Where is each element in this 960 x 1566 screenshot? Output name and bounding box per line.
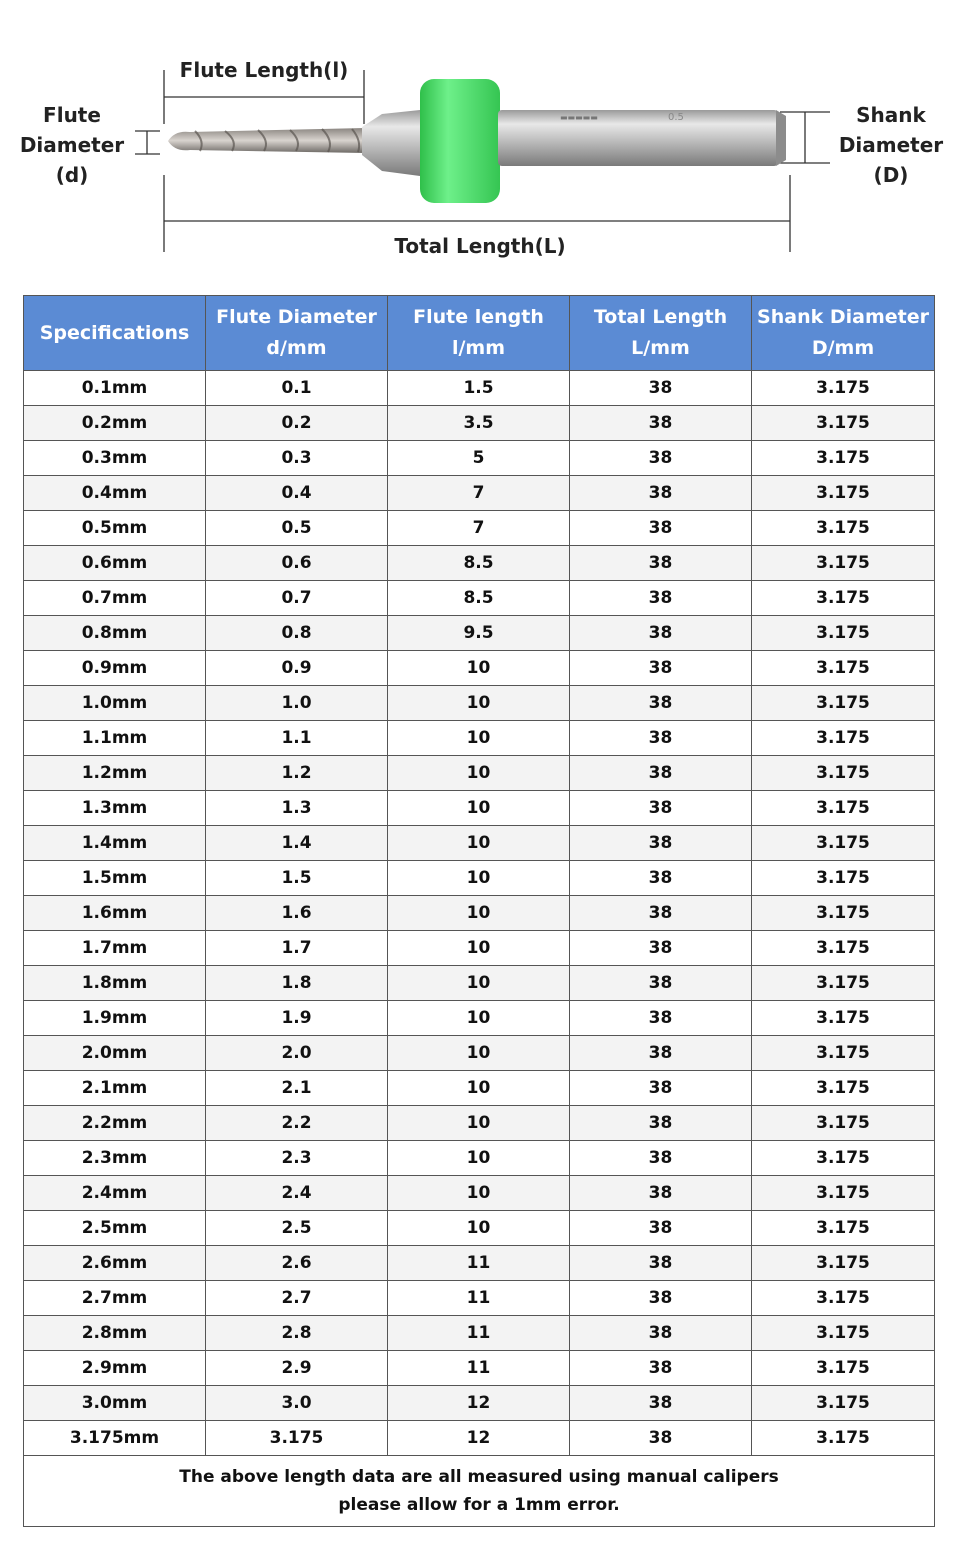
spec-cell: 0.9mm <box>24 651 206 686</box>
spec-cell: 2.5mm <box>24 1211 206 1246</box>
total-length-cell: 38 <box>570 511 752 546</box>
flute-length-cell: 10 <box>388 1036 570 1071</box>
flute-diameter-cell: 2.1 <box>206 1071 388 1106</box>
table-row <box>24 966 935 1001</box>
spec-cell: 2.7mm <box>24 1281 206 1316</box>
shank-diameter-cell: 3.175 <box>752 756 935 791</box>
shank-diameter-cell: 3.175 <box>752 651 935 686</box>
svg-text:0.5: 0.5 <box>668 112 684 123</box>
table-row <box>24 1281 935 1316</box>
total-length-cell: 38 <box>570 861 752 896</box>
flute-length-cell: 11 <box>388 1281 570 1316</box>
table-row <box>24 931 935 966</box>
table-header-row <box>24 296 935 371</box>
flute-diameter-cell: 1.6 <box>206 896 388 931</box>
shank-diameter-cell: 3.175 <box>752 371 935 406</box>
total-length-cell: 38 <box>570 1386 752 1421</box>
green-collar <box>420 79 500 203</box>
spec-cell: 1.0mm <box>24 686 206 721</box>
flute-length-cell: 8.5 <box>388 546 570 581</box>
total-length-cell: 38 <box>570 931 752 966</box>
table-row <box>24 406 935 441</box>
flute-length-cell: 10 <box>388 1071 570 1106</box>
total-length-cell: 38 <box>570 1176 752 1211</box>
flute-diameter-cell: 1.1 <box>206 721 388 756</box>
flute-length-cell: 10 <box>388 1176 570 1211</box>
spec-cell: 1.3mm <box>24 791 206 826</box>
total-length-cell: 38 <box>570 1106 752 1141</box>
measurement-note: The above length data are all measured using manual calipers please allow for a 1mm error. <box>24 1456 935 1527</box>
flute-length-cell: 7 <box>388 511 570 546</box>
flute-diameter-cell: 1.0 <box>206 686 388 721</box>
table-row <box>24 1176 935 1211</box>
flute-diameter-cell: 3.175 <box>206 1421 388 1456</box>
spec-cell: 2.2mm <box>24 1106 206 1141</box>
flute-diameter-cell: 0.6 <box>206 546 388 581</box>
flute-diameter-cell: 1.5 <box>206 861 388 896</box>
total-length-cell: 38 <box>570 1316 752 1351</box>
total-length-cell: 38 <box>570 476 752 511</box>
spec-cell: 2.4mm <box>24 1176 206 1211</box>
spec-cell: 1.9mm <box>24 1001 206 1036</box>
shank-diameter-cell: 3.175 <box>752 476 935 511</box>
flute-length-cell: 8.5 <box>388 581 570 616</box>
total-length-cell: 38 <box>570 721 752 756</box>
table-row <box>24 861 935 896</box>
spec-cell: 2.8mm <box>24 1316 206 1351</box>
shank-diameter-cell: 3.175 <box>752 1421 935 1456</box>
total-length-label: Total Length(L) <box>394 234 566 258</box>
table-row <box>24 756 935 791</box>
flute-length-cell: 1.5 <box>388 371 570 406</box>
flute-length-cell: 10 <box>388 1001 570 1036</box>
flute-diameter-cell: 0.3 <box>206 441 388 476</box>
spec-cell: 2.6mm <box>24 1246 206 1281</box>
shank-diameter-cell: 3.175 <box>752 581 935 616</box>
spec-cell: 2.1mm <box>24 1071 206 1106</box>
flute-length-cell: 3.5 <box>388 406 570 441</box>
header-flute-length: Flute length l/mm <box>388 296 570 371</box>
spec-cell: 0.7mm <box>24 581 206 616</box>
spec-cell: 3.175mm <box>24 1421 206 1456</box>
flute-diameter-cell: 2.9 <box>206 1351 388 1386</box>
spec-cell: 0.4mm <box>24 476 206 511</box>
total-length-cell: 38 <box>570 1211 752 1246</box>
spec-cell: 1.6mm <box>24 896 206 931</box>
total-length-cell: 38 <box>570 1281 752 1316</box>
shank-diameter-cell: 3.175 <box>752 616 935 651</box>
table-row <box>24 826 935 861</box>
table-body <box>24 371 935 1456</box>
spec-cell: 1.7mm <box>24 931 206 966</box>
flute-diameter-cell: 1.7 <box>206 931 388 966</box>
shank-diameter-cell: 3.175 <box>752 826 935 861</box>
shank-diameter-cell: 3.175 <box>752 511 935 546</box>
total-length-cell: 38 <box>570 406 752 441</box>
total-length-cell: 38 <box>570 686 752 721</box>
flute-length-cell: 12 <box>388 1421 570 1456</box>
flute-length-cell: 11 <box>388 1316 570 1351</box>
shank-diameter-cell: 3.175 <box>752 931 935 966</box>
flute-diameter-cell: 0.1 <box>206 371 388 406</box>
shank-diameter-cell: 3.175 <box>752 546 935 581</box>
flute-diameter-cell: 1.8 <box>206 966 388 1001</box>
flute-length-cell: 10 <box>388 1211 570 1246</box>
table-row <box>24 791 935 826</box>
flute-length-cell: 10 <box>388 791 570 826</box>
total-length-cell: 38 <box>570 546 752 581</box>
spec-cell: 0.3mm <box>24 441 206 476</box>
svg-text:▬▬▬▬▬: ▬▬▬▬▬ <box>560 113 598 122</box>
spec-cell: 0.5mm <box>24 511 206 546</box>
flute-length-cell: 10 <box>388 1141 570 1176</box>
flute-length-cell: 11 <box>388 1246 570 1281</box>
flute-diameter-label: Flute Diameter (d) <box>19 103 125 187</box>
spec-cell: 1.8mm <box>24 966 206 1001</box>
shank-diameter-cell: 3.175 <box>752 1316 935 1351</box>
total-length-cell: 38 <box>570 1351 752 1386</box>
flute-diameter-cell: 0.2 <box>206 406 388 441</box>
table-row <box>24 616 935 651</box>
total-length-cell: 38 <box>570 371 752 406</box>
flute-diameter-cell: 2.7 <box>206 1281 388 1316</box>
total-length-cell: 38 <box>570 791 752 826</box>
total-length-cell: 38 <box>570 966 752 1001</box>
flute-diameter-cell: 0.7 <box>206 581 388 616</box>
table-row <box>24 1351 935 1386</box>
flute-length-cell: 10 <box>388 721 570 756</box>
shank-diameter-cell: 3.175 <box>752 686 935 721</box>
total-length-cell: 38 <box>570 581 752 616</box>
shank-diameter-cell: 3.175 <box>752 1071 935 1106</box>
flute-length-cell: 7 <box>388 476 570 511</box>
flute-diameter-cell: 2.3 <box>206 1141 388 1176</box>
spec-cell: 0.8mm <box>24 616 206 651</box>
flute-length-cell: 10 <box>388 896 570 931</box>
header-flute-diameter: Flute Diameter d/mm <box>206 296 388 371</box>
table-note-row <box>24 1456 935 1527</box>
table-row <box>24 1211 935 1246</box>
header-specifications: Specifications <box>24 296 206 371</box>
total-length-cell: 38 <box>570 896 752 931</box>
shank-diameter-cell: 3.175 <box>752 1246 935 1281</box>
flute-length-cell: 10 <box>388 756 570 791</box>
shank-diameter-cell: 3.175 <box>752 896 935 931</box>
shank-diameter-cell: 3.175 <box>752 1106 935 1141</box>
flute-length-cell: 9.5 <box>388 616 570 651</box>
flute-diameter-cell: 2.5 <box>206 1211 388 1246</box>
table-row <box>24 651 935 686</box>
table-row <box>24 1036 935 1071</box>
flute-diameter-cell: 0.4 <box>206 476 388 511</box>
flute-diameter-cell: 1.2 <box>206 756 388 791</box>
shank-diameter-cell: 3.175 <box>752 1281 935 1316</box>
spec-cell: 1.5mm <box>24 861 206 896</box>
table-row <box>24 546 935 581</box>
spec-cell: 3.0mm <box>24 1386 206 1421</box>
total-length-cell: 38 <box>570 1001 752 1036</box>
flute-diameter-cell: 3.0 <box>206 1386 388 1421</box>
spec-cell: 2.3mm <box>24 1141 206 1176</box>
shank-diameter-cell: 3.175 <box>752 1176 935 1211</box>
drill-bit-diagram <box>0 0 960 290</box>
flute-length-cell: 10 <box>388 686 570 721</box>
spec-cell: 1.4mm <box>24 826 206 861</box>
flute-diameter-cell: 0.9 <box>206 651 388 686</box>
total-length-cell: 38 <box>570 826 752 861</box>
table-row <box>24 1106 935 1141</box>
total-length-cell: 38 <box>570 616 752 651</box>
shank-diameter-cell: 3.175 <box>752 1351 935 1386</box>
shank-diameter-cell: 3.175 <box>752 406 935 441</box>
flute-diameter-cell: 1.9 <box>206 1001 388 1036</box>
flute-length-cell: 10 <box>388 861 570 896</box>
total-length-cell: 38 <box>570 1071 752 1106</box>
flute-length-cell: 10 <box>388 651 570 686</box>
flute-diameter-cell: 1.3 <box>206 791 388 826</box>
shank-diameter-cell: 3.175 <box>752 861 935 896</box>
specifications-table <box>23 295 935 1527</box>
shank-diameter-cell: 3.175 <box>752 1386 935 1421</box>
shank-diameter-cell: 3.175 <box>752 966 935 1001</box>
table-row <box>24 441 935 476</box>
table-row <box>24 476 935 511</box>
flute-length-cell: 10 <box>388 826 570 861</box>
spec-cell: 2.0mm <box>24 1036 206 1071</box>
shank-diameter-cell: 3.175 <box>752 1211 935 1246</box>
flute-length-cell: 10 <box>388 966 570 1001</box>
total-length-cell: 38 <box>570 1421 752 1456</box>
flute-diameter-cell: 2.8 <box>206 1316 388 1351</box>
header-shank-diameter: Shank Diameter D/mm <box>752 296 935 371</box>
flute-length-cell: 5 <box>388 441 570 476</box>
spec-cell: 1.1mm <box>24 721 206 756</box>
total-length-cell: 38 <box>570 1141 752 1176</box>
flute-diameter-cell: 2.2 <box>206 1106 388 1141</box>
flute-diameter-cell: 2.4 <box>206 1176 388 1211</box>
header-total-length: Total Length L/mm <box>570 296 752 371</box>
total-length-cell: 38 <box>570 441 752 476</box>
table-row <box>24 721 935 756</box>
table-row <box>24 511 935 546</box>
shank-diameter-cell: 3.175 <box>752 441 935 476</box>
table-row <box>24 686 935 721</box>
shank-diameter-cell: 3.175 <box>752 791 935 826</box>
table-row <box>24 1071 935 1106</box>
table-row <box>24 581 935 616</box>
shank-diameter-label: Shank Diameter (D) <box>838 103 944 187</box>
total-length-cell: 38 <box>570 1036 752 1071</box>
shank-diameter-cell: 3.175 <box>752 1001 935 1036</box>
flute-length-cell: 12 <box>388 1386 570 1421</box>
shank-diameter-cell: 3.175 <box>752 1036 935 1071</box>
spec-cell: 1.2mm <box>24 756 206 791</box>
total-length-cell: 38 <box>570 756 752 791</box>
flute-diameter-cell: 1.4 <box>206 826 388 861</box>
flute-diameter-cell: 2.6 <box>206 1246 388 1281</box>
flute-length-cell: 10 <box>388 931 570 966</box>
spec-cell: 0.6mm <box>24 546 206 581</box>
table-row <box>24 1316 935 1351</box>
flute-length-cell: 10 <box>388 1106 570 1141</box>
table-row <box>24 896 935 931</box>
table-row <box>24 1141 935 1176</box>
table-row <box>24 1246 935 1281</box>
total-length-cell: 38 <box>570 1246 752 1281</box>
flute-diameter-cell: 2.0 <box>206 1036 388 1071</box>
spec-cell: 0.2mm <box>24 406 206 441</box>
shank-diameter-cell: 3.175 <box>752 721 935 756</box>
table-row <box>24 1386 935 1421</box>
table-row <box>24 1421 935 1456</box>
table-row <box>24 1001 935 1036</box>
flute-length-label: Flute Length(l) <box>179 58 349 82</box>
spec-cell: 0.1mm <box>24 371 206 406</box>
spec-cell: 2.9mm <box>24 1351 206 1386</box>
total-length-cell: 38 <box>570 651 752 686</box>
flute-diameter-cell: 0.8 <box>206 616 388 651</box>
table-row <box>24 371 935 406</box>
flute-diameter-cell: 0.5 <box>206 511 388 546</box>
flute-length-cell: 11 <box>388 1351 570 1386</box>
shank-diameter-cell: 3.175 <box>752 1141 935 1176</box>
